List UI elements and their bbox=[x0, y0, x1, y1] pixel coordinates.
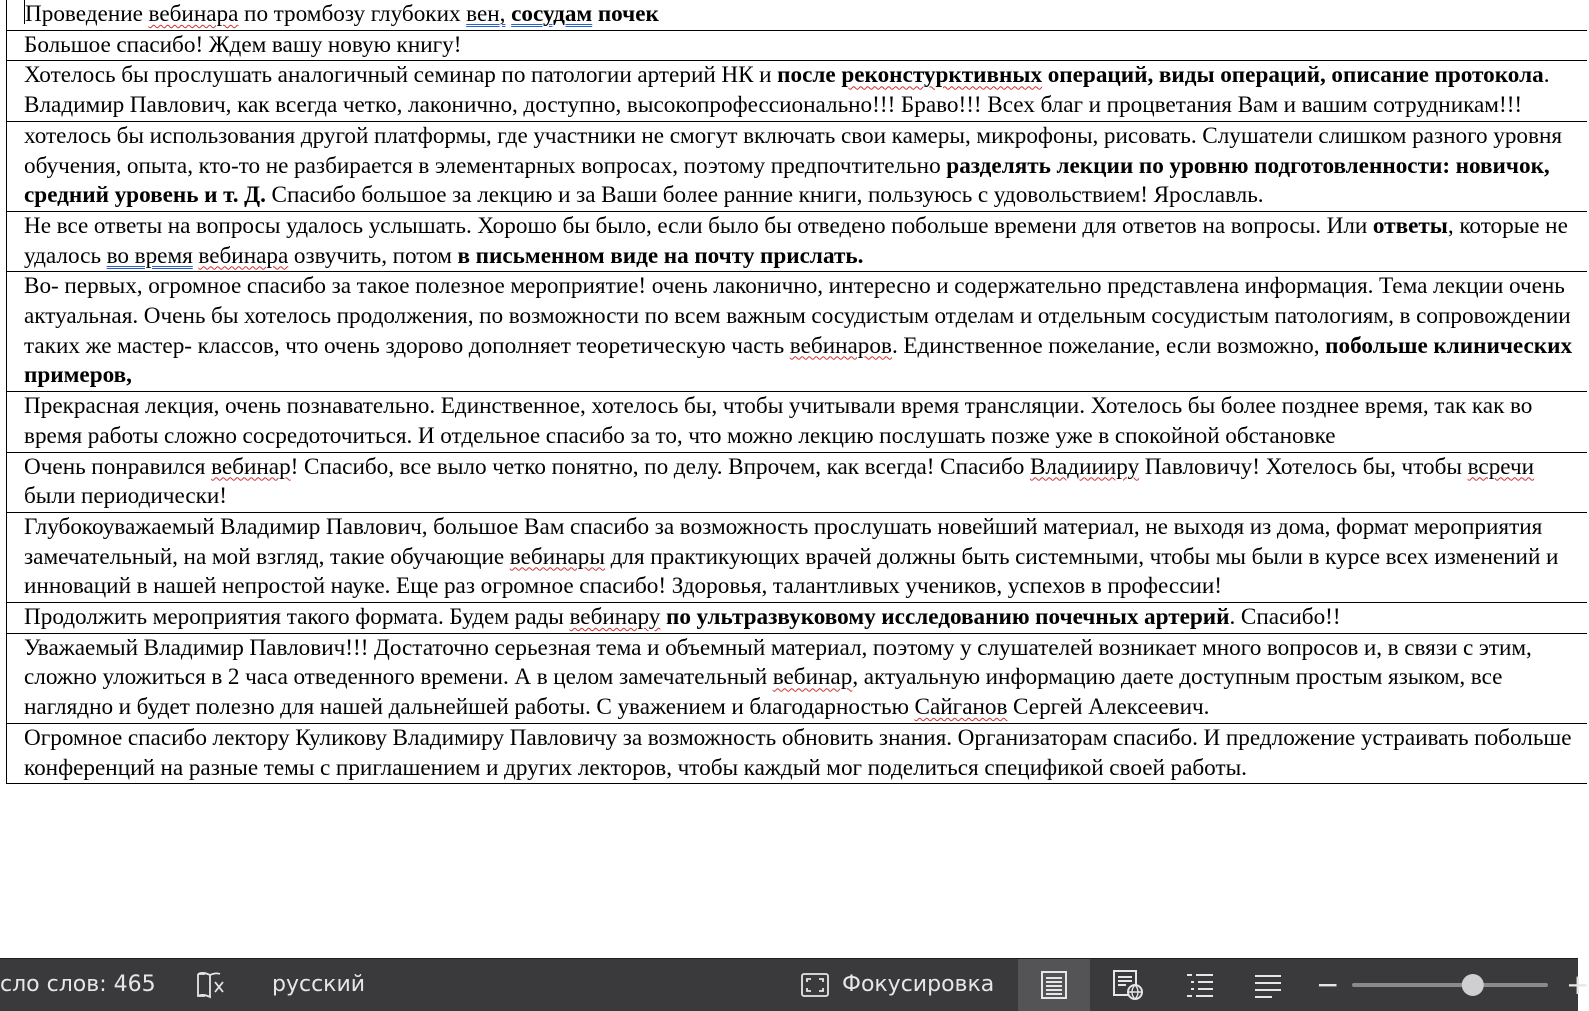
bold-text: сосудам bbox=[511, 1, 593, 27]
text-run: были периодически! bbox=[24, 483, 228, 510]
bold-text: после bbox=[777, 62, 842, 89]
text-run: Не все ответы на вопросы удалось услышать. Хорошо бы было, если было бы отведено побольше времени для ответов на вопросы. Или bbox=[24, 212, 1373, 239]
text-run: Продолжить мероприятия такого формата. Будем рады bbox=[24, 604, 570, 631]
bold-text: разделять лекции по уровню подготовленности: новичок, средний уровень и т. Д. bbox=[24, 152, 1550, 209]
text-run: во время bbox=[106, 242, 193, 269]
text-run: по тромбозу глубоких bbox=[238, 1, 467, 27]
text-run: Уважаемый Владимир Павлович!!! Достаточно серьезная тема и объемный материал, поэтому у слушателей возникает много вопросов и, в связи с этим, сложно уложиться в 2 часа отведенного времени. А в целом замечательный bbox=[24, 634, 1532, 691]
text-run: Проведение bbox=[25, 1, 149, 27]
text-run: для практикующих врачей должны быть системными, чтобы мы были в курсе всех изменений и инноваций в нашей непростой науке. Еще раз огромное спасибо! Здоровья, талантливых учеников, успехов в профессии! bbox=[24, 543, 1559, 600]
text-run: вебинар bbox=[772, 664, 853, 691]
text-run: вебинары bbox=[509, 543, 605, 570]
bold-text: по ультразвуковому исследованию почечных артерий bbox=[665, 604, 1230, 631]
outline-icon bbox=[1184, 971, 1216, 999]
text-run: Сергей Алексеевич. bbox=[1007, 694, 1210, 721]
bold-text: побольше клинических примеров, bbox=[24, 332, 1573, 389]
web-layout-icon bbox=[1111, 969, 1145, 1001]
outline-view-button[interactable] bbox=[1172, 959, 1228, 1011]
language-indicator[interactable]: русский bbox=[272, 972, 366, 997]
text-run: Глубокоуважаемый Владимир Павлович, большое Вам спасибо за возможность прослушать новейший материал, не выходя из дома, формат мероприятия замечательный, на мой взгляд, такие обучающие bbox=[24, 513, 1543, 570]
feedback-row[interactable] bbox=[7, 61, 1587, 121]
bold-text: ответы bbox=[1372, 212, 1448, 239]
text-run: всречи bbox=[1467, 453, 1535, 480]
text-run: вебинар bbox=[211, 453, 291, 480]
focus-icon[interactable] bbox=[798, 959, 832, 1011]
text-run: хотелось бы использования другой платформы, где участники не смогут включать свои камеры, микрофоны, рисовать. Слушатели слишком разного уровня обучения, опыта, кто-то не разбирается в элементарных вопросах, поэтому предпочтительно bbox=[24, 122, 1563, 179]
text-run: вебинаров bbox=[789, 332, 892, 359]
text-run: , которые не удалось bbox=[24, 212, 1568, 269]
bold-text: в письменном виде на почту прислать. bbox=[457, 242, 864, 269]
feedback-row[interactable] bbox=[7, 212, 1587, 272]
text-run: озвучить, потом bbox=[288, 242, 458, 269]
text-run: вебинара bbox=[148, 1, 239, 27]
draft-icon bbox=[1252, 972, 1284, 998]
feedback-row[interactable] bbox=[7, 392, 1587, 452]
text-run: вебинару bbox=[569, 604, 661, 631]
feedback-row[interactable] bbox=[7, 513, 1587, 603]
text-run: Очень понравился bbox=[24, 453, 212, 480]
text-run: Сайганов bbox=[914, 694, 1008, 721]
zoom-in-button[interactable]: + bbox=[1566, 968, 1589, 1001]
zoom-slider-knob[interactable] bbox=[1462, 974, 1484, 996]
bold-text: почек bbox=[592, 1, 659, 27]
feedback-row[interactable] bbox=[7, 724, 1587, 784]
text-run: Хотелось бы прослушать аналогичный семинар по патологии артерий НК и bbox=[24, 62, 778, 89]
feedback-table bbox=[6, 0, 1587, 784]
zoom-out-button[interactable]: − bbox=[1316, 968, 1340, 1001]
text-run: , актуальную информацию даете доступным простым языком, все наглядно и будет полезно для нашей дальнейшей работы. С уважением и благодарностью bbox=[24, 664, 1503, 721]
feedback-row[interactable] bbox=[7, 0, 1587, 31]
feedback-row[interactable] bbox=[7, 31, 1587, 62]
print-layout-view-button[interactable] bbox=[1018, 959, 1090, 1011]
draft-view-button[interactable] bbox=[1240, 959, 1296, 1011]
proofing-icon[interactable] bbox=[192, 959, 232, 1011]
text-run: вен, bbox=[466, 1, 506, 27]
text-run: Владиииру bbox=[1029, 453, 1140, 480]
feedback-row[interactable] bbox=[7, 634, 1587, 724]
text-run: Во- первых, огромное спасибо за такое полезное мероприятие! очень лаконично, интересно и содержательно представлена информация. Тема лекции очень актуальная. Очень бы хотелось продолжения, по возможности по всем важным сосудистым отделам и отдельным сосудистым патологиям, в сопровождении таких же мастер- классов, что очень здорово дополняет теоретическую часть bbox=[24, 273, 1571, 359]
text-run: Огромное спасибо лектору Куликову Владимиру Павловичу за возможность обновить знания. Организаторам спасибо. И предложение устраивать побольше конференций на разные темы с приглашением и других лекторов, чтобы каждый мог поделиться спецификой своей работы. bbox=[24, 724, 1572, 781]
text-run: Павловичу! Хотелось бы, чтобы bbox=[1139, 453, 1468, 480]
feedback-row[interactable] bbox=[7, 272, 1587, 392]
text-run: . Владимир Павлович, как всегда четко, лаконично, доступно, высокопрофессионально!!! Браво!!! Всех благ и процветания Вам и вашим сотрудникам!!! bbox=[24, 62, 1550, 119]
text-run: . Единственное пожелание, если возможно, bbox=[891, 332, 1326, 359]
focus-mode-button[interactable]: Фокусировка bbox=[842, 972, 995, 997]
feedback-row[interactable] bbox=[7, 122, 1587, 212]
bold-text: реконстурктивных bbox=[841, 62, 1043, 89]
bold-text: операций, виды операций, описание протокола bbox=[1042, 62, 1544, 89]
text-run: Спасибо большое за лекцию и за Ваши более ранние книги, пользуюсь с удовольствием! Ярославль. bbox=[265, 182, 1264, 209]
text-run: Большое спасибо! Ждем вашу новую книгу! bbox=[24, 31, 462, 58]
zoom-slider[interactable] bbox=[1352, 959, 1548, 1011]
word-count[interactable]: сло слов: 465 bbox=[0, 972, 156, 997]
feedback-row[interactable] bbox=[7, 453, 1587, 513]
text-run: . Спасибо!! bbox=[1229, 604, 1341, 631]
status-bar bbox=[0, 958, 1589, 1011]
text-run: ! Спасибо, все выло четко понятно, по делу. Впрочем, как всегда! Спасибо bbox=[290, 453, 1030, 480]
text-run: Прекрасная лекция, очень познавательно. Единственное, хотелось бы, чтобы учитывали время трансляции. Хотелось бы более позднее время, так как во время работы сложно сосредоточиться. И отдельное спасибо за то, что можно лекцию послушать позже уже в спокойной обстановке bbox=[24, 393, 1533, 449]
text-run: вебинара bbox=[198, 242, 289, 269]
feedback-row[interactable] bbox=[7, 603, 1587, 634]
web-layout-view-button[interactable] bbox=[1100, 959, 1156, 1011]
print-layout-icon bbox=[1039, 970, 1069, 1000]
